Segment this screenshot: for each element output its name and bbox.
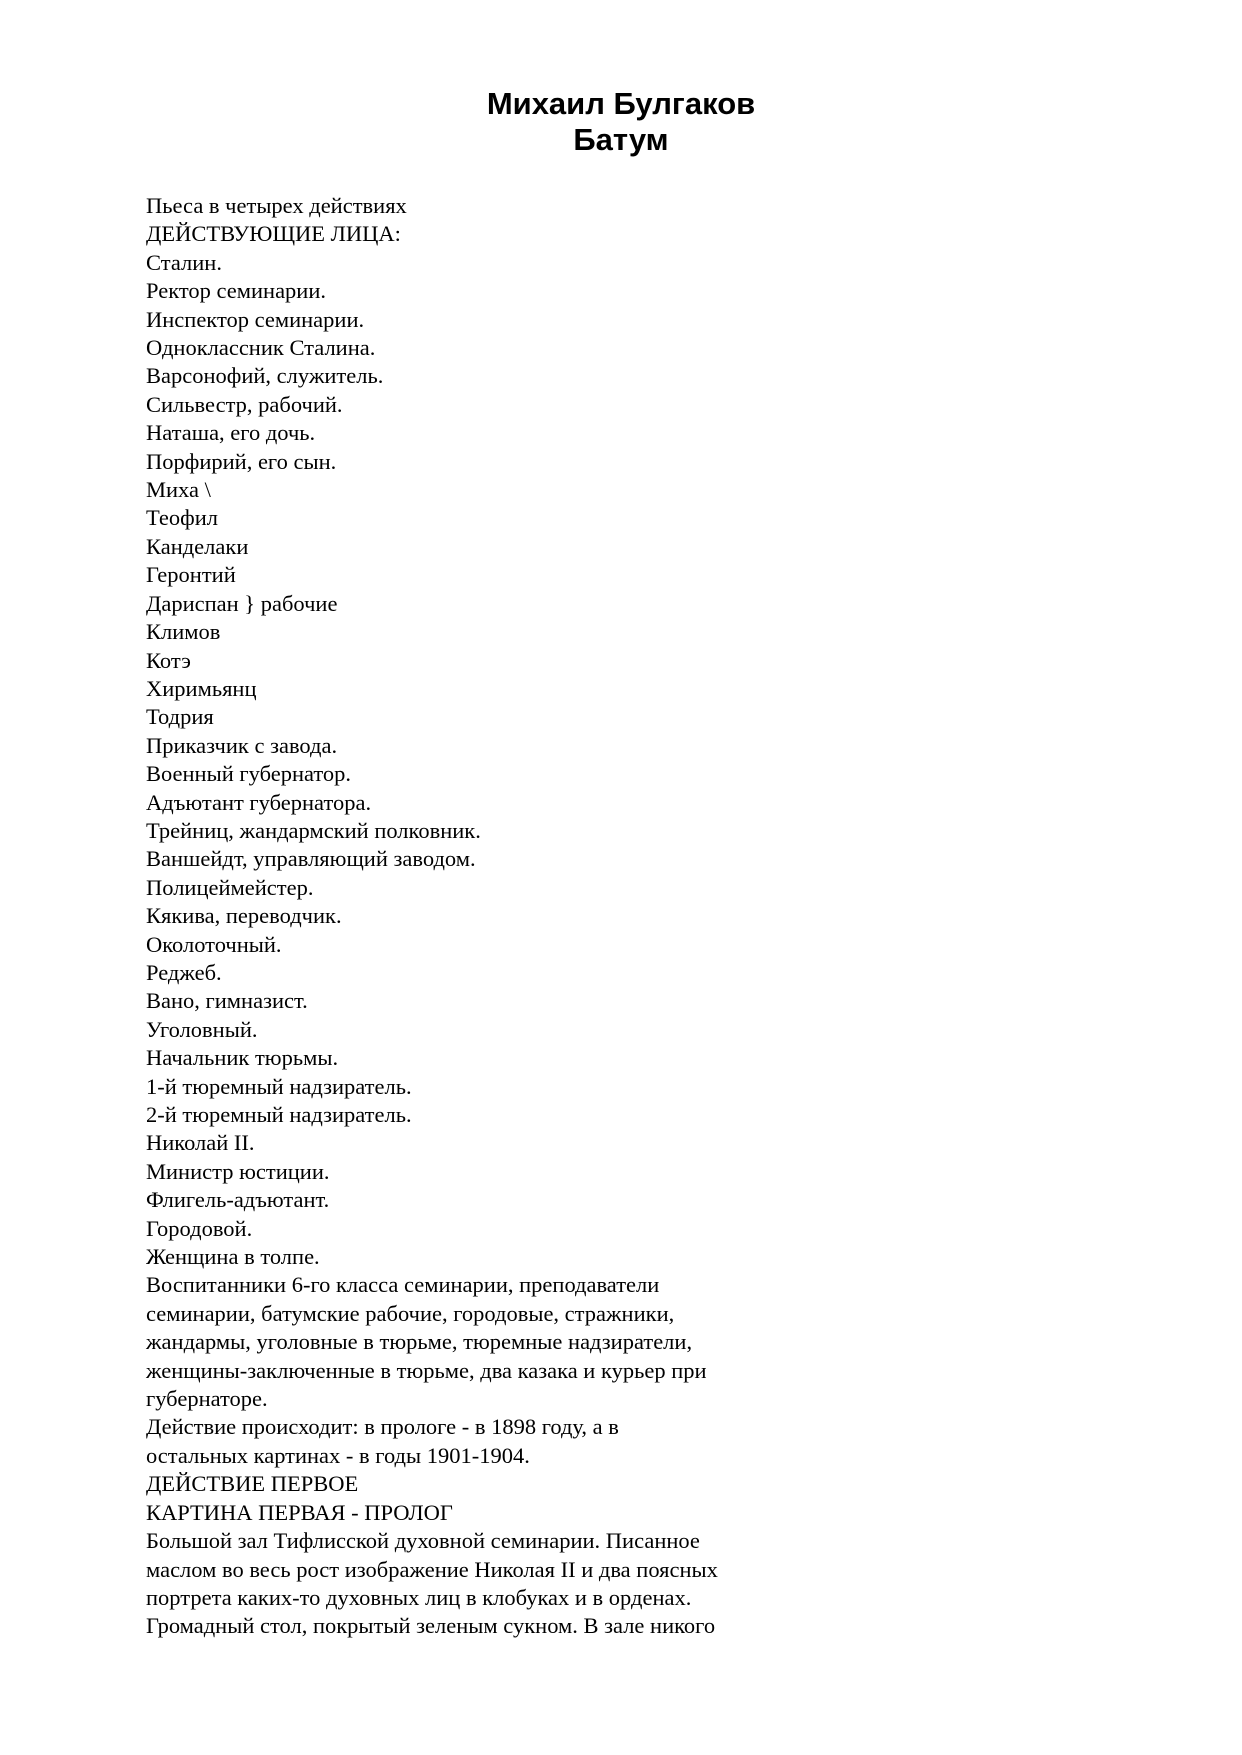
text-line: женщины-заключенные в тюрьме, два казака и курьер при [146,1357,707,1383]
text-line: Ваншейдт, управляющий заводом. [146,846,476,872]
text-line: Полицеймейстер. [146,874,314,900]
text-line: маслом во весь рост изображение Николая II и два поясных [146,1556,718,1582]
text-line: Дариспан } рабочие [146,590,338,616]
document-header [0,86,1242,158]
text-line: Ректор семинарии. [146,278,327,304]
text-line: Николай II. [146,1130,255,1156]
text-line: семинарии, батумские рабочие, городовые, стражники, [146,1300,675,1326]
text-line: Наташа, его дочь. [146,420,316,446]
text-line: Реджеб. [146,959,222,985]
text-line: портрета каких-то духовных лиц в клобуках и в орденах. [146,1584,692,1610]
text-line: Сильвестр, рабочий. [146,391,343,417]
play-title: Батум [573,122,669,157]
text-line: жандармы, уголовные в тюрьме, тюремные надзиратели, [146,1329,693,1355]
document-body [146,192,1146,1641]
text-line: Адъютант губернатора. [146,789,372,815]
text-line: Большой зал Тифлисской духовной семинарии. Писанное [146,1528,700,1554]
text-line: Вано, гимназист. [146,988,308,1014]
text-line: губернаторе. [146,1386,268,1412]
text-line: Котэ [146,647,191,673]
text-line: Военный губернатор. [146,761,352,787]
text-line: 1-й тюремный надзиратель. [146,1073,412,1099]
author-name: Михаил Булгаков [486,86,756,121]
text-line: Пьеса в четырех действиях [146,193,407,218]
text-line: Теофил [146,505,218,531]
text-line: ДЕЙСТВУЮЩИЕ ЛИЦА: [146,221,401,247]
text-line: Сталин. [146,249,222,275]
text-line: Инспектор семинарии. [146,306,365,332]
text-line: Трейниц, жандармский полковник. [146,817,481,843]
text-line: Флигель-адъютант. [146,1187,330,1213]
text-line: Порфирий, его сын. [146,448,337,474]
text-line: 2-й тюремный надзиратель. [146,1102,412,1127]
text-line: КАРТИНА ПЕРВАЯ - ПРОЛОГ [146,1499,453,1525]
text-line: Хиримьянц [146,675,257,701]
text-line: Громадный стол, покрытый зеленым сукном. В зале никого [146,1613,716,1639]
text-line: остальных картинах - в годы 1901-1904. [146,1442,530,1468]
text-line: Городовой. [146,1215,253,1241]
text-line: Климов [146,619,221,645]
text-line: Женщина в толпе. [146,1244,320,1270]
text-line: Уголовный. [146,1016,258,1042]
text-line: Действие происходит: в прологе - в 1898 году, а в [146,1414,619,1440]
text-line: Миха \ [146,477,211,503]
text-line: Околоточный. [146,931,282,957]
text-line: Канделаки [146,533,249,559]
text-line: ДЕЙСТВИЕ ПЕРВОЕ [146,1471,359,1497]
text-line: Варсонофий, служитель. [146,363,384,389]
text-line: Тодрия [146,704,214,730]
text-line: Начальник тюрьмы. [146,1045,339,1071]
text-line: Геронтий [146,562,236,588]
text-line: Кякива, переводчик. [146,903,342,929]
text-line: Одноклассник Сталина. [146,335,376,361]
text-line: Министр юстиции. [146,1158,330,1184]
text-line: Воспитанники 6-го класса семинарии, преподаватели [146,1272,660,1298]
text-line: Приказчик с завода. [146,732,338,758]
